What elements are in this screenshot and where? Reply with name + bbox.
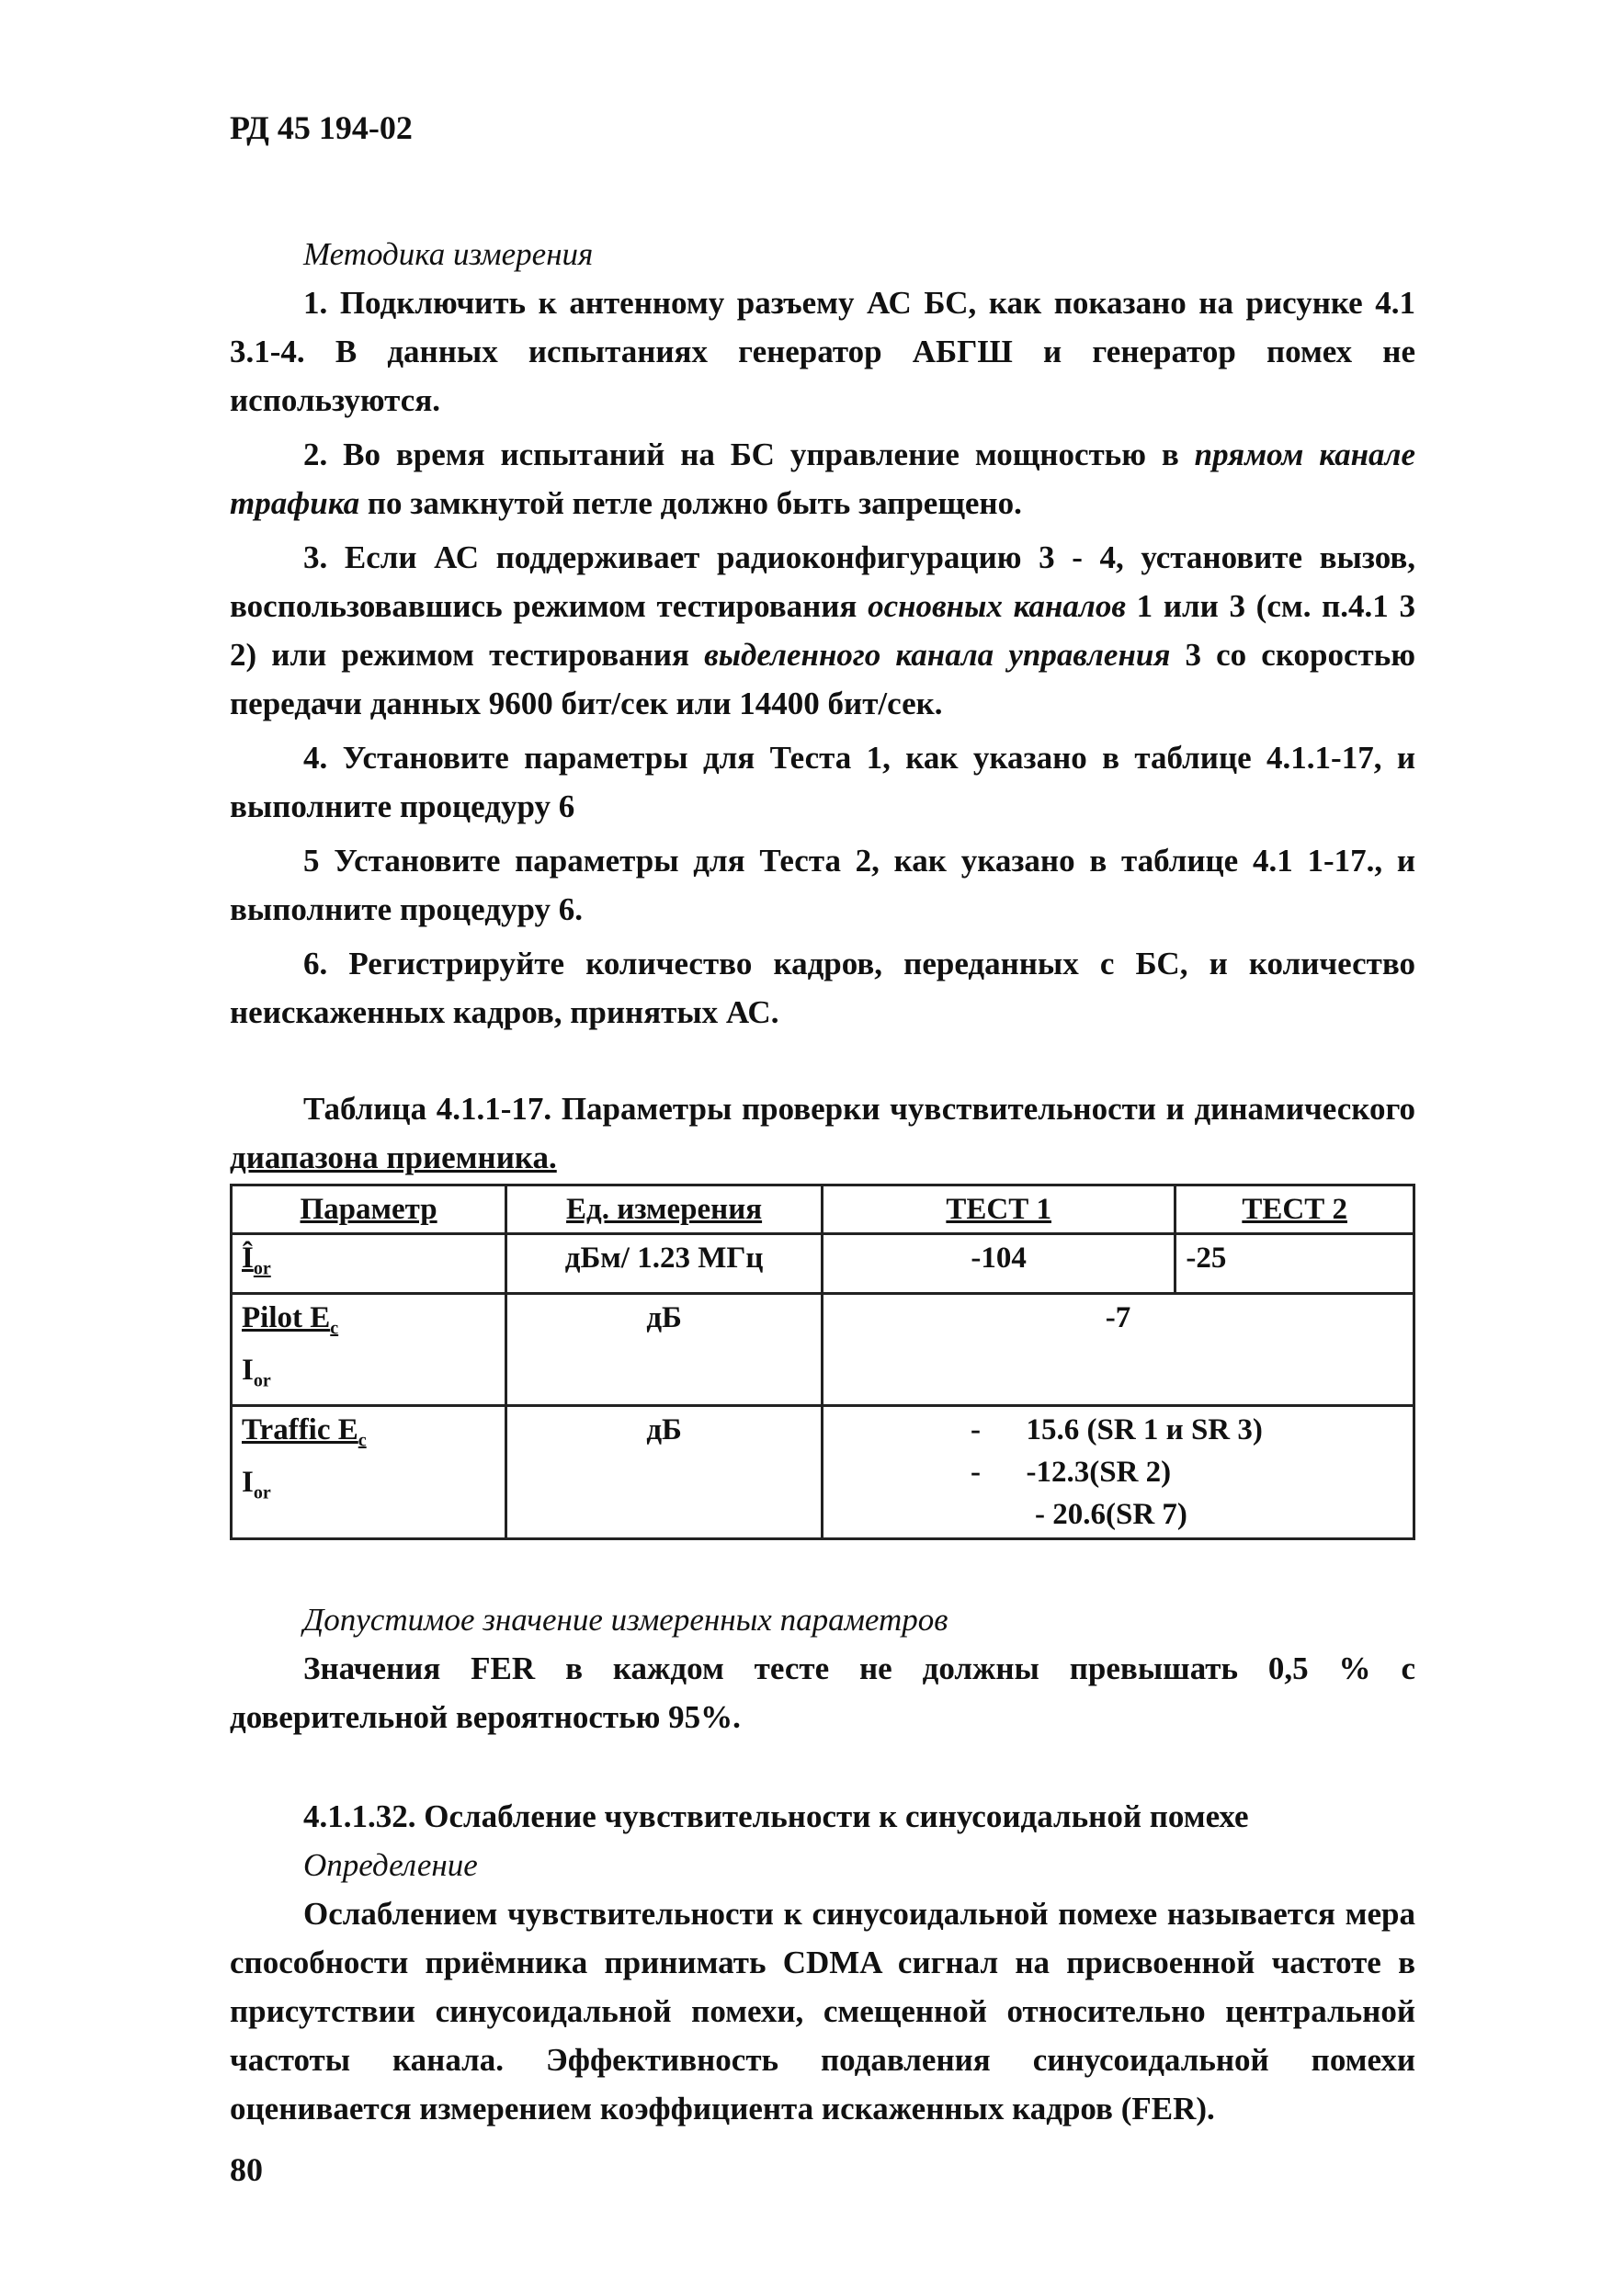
method-heading: Методика измерения — [303, 236, 594, 272]
parameters-table — [230, 1184, 1415, 1540]
value-cell: -7 — [823, 1293, 1414, 1405]
table-caption-tail: диапазона приемника. — [230, 1140, 557, 1175]
param-cell — [232, 1293, 506, 1405]
value-line: - 20.6(SR 7) — [1035, 1497, 1187, 1531]
step-text: Установите параметры для Теста 1, как указано в таблице 4.1.1-17, и выполните процедуру 6 — [230, 740, 1415, 824]
step-text: 3 со скоростью передачи данных 9600 бит/сек или 14400 бит/сек. — [230, 637, 1415, 721]
document-code: РД 45 194-02 — [230, 109, 413, 146]
unit-cell: дБм/ 1.23 МГц — [506, 1234, 823, 1294]
param-subscript: c — [358, 1430, 367, 1451]
step-text: Регистрируйте количество кадров, переданных с БС, и количество неискаженных кадров, принятых АС. — [230, 946, 1415, 1030]
param-symbol: I — [242, 1354, 254, 1388]
column-header: ТЕСТ 1 — [823, 1185, 1175, 1234]
param-subscript: or — [253, 1370, 271, 1391]
acceptance-section — [230, 1595, 1415, 1741]
table-header-row — [232, 1185, 1414, 1234]
value-line: - -12.3(SR 2) — [971, 1455, 1172, 1489]
step-number: 2. — [303, 437, 328, 472]
step-number: 4. — [303, 740, 328, 776]
step-text: 1 или 3 (см. п.4.1 3 2) или режимом тестирования — [230, 588, 1415, 673]
step-2 — [230, 430, 1415, 527]
step-emphasis: выделенного канала управления — [704, 637, 1171, 673]
section-text: Ослаблением чувствительности к синусоидальной помехе называется мера способности приёмника принимать CDMA сигнал на присвоенной частоте в присутствии синусоидальной помехи, смещенной относительно центральной частоты канала. Эффективность подавления синусоидальной помехи оценивается измерением коэффициента искаженных кадров (FER). — [230, 1895, 1415, 2127]
test1-cell: -104 — [823, 1234, 1175, 1294]
param-cell — [232, 1234, 506, 1294]
column-header: Ед. измерения — [506, 1185, 823, 1234]
column-header: Параметр — [232, 1185, 506, 1234]
step-emphasis: основных каналов — [868, 588, 1126, 624]
step-number: 5 — [303, 843, 320, 879]
step-6 — [230, 939, 1415, 1037]
param-subscript: or — [253, 1258, 271, 1279]
section-subheading: Определение — [303, 1846, 478, 1883]
step-1 — [230, 278, 1415, 425]
value-cell — [823, 1405, 1414, 1538]
step-5 — [230, 836, 1415, 934]
table-row — [232, 1293, 1414, 1405]
step-number: 3. — [303, 539, 328, 575]
step-text: Установите параметры для Теста 2, как указано в таблице 4.1 1-17., и выполните процедуру 6. — [230, 843, 1416, 927]
param-symbol: I — [242, 1466, 254, 1500]
step-3 — [230, 533, 1415, 728]
unit-cell: дБ — [506, 1293, 823, 1405]
table-row — [232, 1234, 1414, 1294]
page-content — [230, 230, 1415, 2133]
step-text: Если АС поддерживает радиоконфигурацию 3 - 4, установите вызов, воспользовавшись режимом тестирования — [230, 539, 1416, 624]
unit-cell: дБ — [506, 1405, 823, 1538]
table-caption — [230, 1084, 1415, 1182]
param-symbol: Traffic E — [242, 1412, 358, 1446]
step-text: Во время испытаний на БС управление мощностью в — [343, 437, 1195, 472]
step-text: по замкнутой петле должно быть запрещено. — [359, 485, 1022, 521]
table-row — [232, 1405, 1414, 1538]
section-title: 4.1.1.32. Ослабление чувствительности к синусоидальной помехе — [303, 1798, 1249, 1834]
acceptance-heading: Допустимое значение измеренных параметров — [303, 1601, 948, 1638]
section-4-1-1-32 — [230, 1792, 1415, 2133]
param-symbol: Pilot E — [242, 1300, 331, 1334]
step-text: Подключить к антенному разъему АС БС, как показано на рисунке 4.1 3.1-4. В данных испытаниях генератор АБГШ и генератор помех не используются. — [230, 285, 1415, 418]
acceptance-text: Значения FER в каждом тесте не должны превышать 0,5 % с доверительной вероятностью 95%. — [230, 1650, 1415, 1735]
step-number: 6. — [303, 946, 328, 981]
step-4 — [230, 733, 1415, 831]
column-header: ТЕСТ 2 — [1175, 1185, 1414, 1234]
step-number: 1. — [303, 285, 328, 321]
step-emphasis: прямом канале трафика — [230, 437, 1416, 521]
test2-cell: -25 — [1175, 1234, 1414, 1294]
value-line: - 15.6 (SR 1 и SR 3) — [971, 1412, 1263, 1446]
param-symbol: Î — [242, 1242, 254, 1275]
param-subscript: c — [330, 1318, 339, 1339]
param-cell — [232, 1405, 506, 1538]
table-caption-main: Таблица 4.1.1-17. Параметры проверки чувствительности и динамического — [303, 1091, 1415, 1127]
param-subscript: or — [253, 1482, 271, 1503]
page-number: 80 — [230, 2151, 263, 2188]
